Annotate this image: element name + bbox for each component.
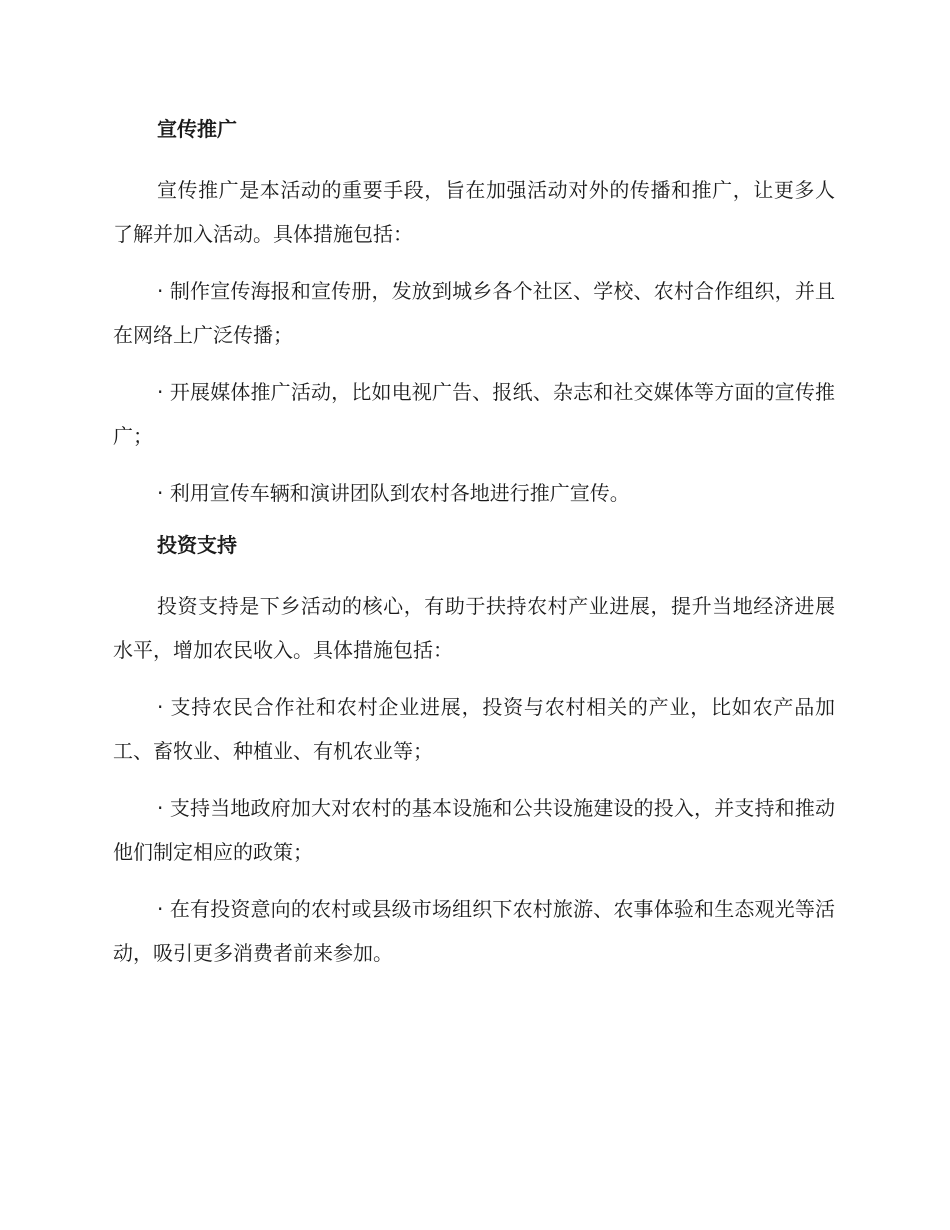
bullet-item: · 支持当地政府加大对农村的基本设施和公共设施建设的投入，并支持和推动他们制定相应的政策； (113, 796, 835, 864)
bullet-item: · 利用宣传车辆和演讲团队到农村各地进行推广宣传。 (157, 481, 630, 505)
section-intro: 投资支持是下乡活动的核心，有助于扶持农村产业进展，提升当地经济进展水平，增加农民收入。具体措施包括： (113, 594, 835, 662)
section-investment (113, 528, 835, 975)
section-intro: 宣传推广是本活动的重要手段，旨在加强活动对外的传播和推广，让更多人了解并加入活动。具体措施包括： (113, 178, 835, 246)
bullet-item: · 制作宣传海报和宣传册，发放到城乡各个社区、学校、农村合作组织，并且在网络上广泛传播； (113, 279, 835, 347)
document-page (113, 112, 835, 988)
section-title: 宣传推广 (157, 117, 237, 141)
bullet-item: · 在有投资意向的农村或县级市场组织下农村旅游、农事体验和生态观光等活动，吸引更多消费者前来参加。 (113, 897, 835, 965)
section-publicity (113, 112, 835, 515)
bullet-item: · 开展媒体推广活动，比如电视广告、报纸、杂志和社交媒体等方面的宣传推广； (113, 380, 835, 448)
section-title: 投资支持 (157, 533, 237, 557)
bullet-item: · 支持农民合作社和农村企业进展，投资与农村相关的产业，比如农产品加工、畜牧业、种植业、有机农业等； (113, 695, 835, 763)
